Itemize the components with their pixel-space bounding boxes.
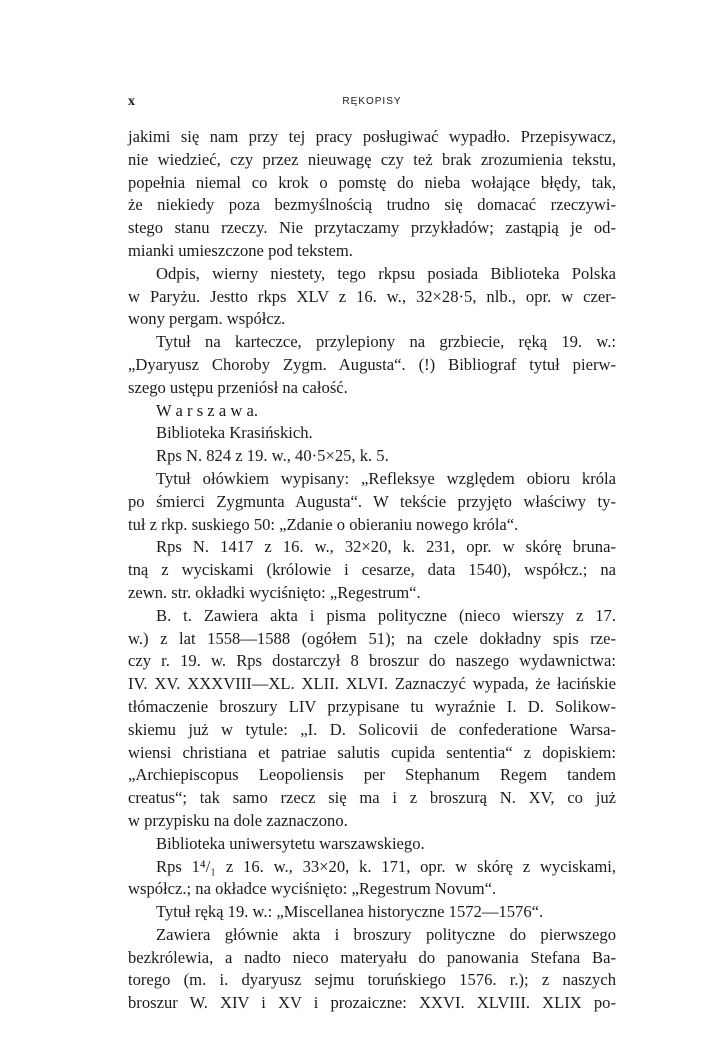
text-line: Tytuł ręką 19. w.: „Miscellanea historyczne 1572—1576“. <box>156 902 544 922</box>
text-line: Zawiera głównie akta i broszury polityczne do pierwszego <box>156 924 616 944</box>
text-line: W a r s z a w a. <box>156 400 258 420</box>
text-line: po śmierci Zygmunta Augusta“. W tekście przyjęto właściwy ty- <box>128 491 616 511</box>
text-line: szego ustępu przeniósł na całość. <box>128 377 348 397</box>
text-line: Rps N. 824 z 19. w., 40·5×25, k. 5. <box>156 446 389 466</box>
text-line: Rps 1⁴/₁ z 16. w., 33×20, k. 171, opr. w skórę z wyciskami, <box>156 856 616 876</box>
page-number: x <box>128 94 136 109</box>
text-line: „Dyaryusz Choroby Zygm. Augusta“. (!) Bibliograf tytuł pierw- <box>128 354 616 374</box>
text-line: w Paryżu. Jestto rkps XLV z 16. w., 32×28·5, nlb., opr. w czer- <box>128 286 616 306</box>
text-line: torego (m. i. dyaryusz sejmu toruńskiego 1576. r.); z naszych <box>128 970 616 990</box>
text-line: „Archiepiscopus Leopoliensis per Stephanum Regem tandem <box>128 765 616 785</box>
text-line: że niekiedy poza bezmyślnością trudno się domacać rzeczywi- <box>128 195 616 215</box>
text-line: mianki umieszczone pod tekstem. <box>128 240 353 260</box>
running-title: RĘKOPISY <box>342 96 402 107</box>
text-line: B. t. Zawiera akta i pisma polityczne (nieco wierszy z 17. <box>156 605 616 625</box>
text-line: nie wiedzieć, czy przez nieuwagę czy też brak zrozumienia tekstu, <box>128 149 616 169</box>
text-line: wony pergam. współcz. <box>128 309 286 329</box>
body-text <box>128 126 616 1015</box>
text-line: Biblioteka Krasińskich. <box>156 423 313 443</box>
text-line: czy r. 19. w. Rps dostarczył 8 broszur do naszego wydawnictwa: <box>128 651 616 671</box>
text-line: wiensi christiana et patriae salutis cupida sententia“ z dopiskiem: <box>128 742 616 762</box>
text-line: Rps N. 1417 z 16. w., 32×20, k. 231, opr. w skórę bruna- <box>156 537 616 557</box>
text-line: bezkrólewia, a nadto nieco materyału do panowania Stefana Ba- <box>128 947 616 967</box>
text-line: tną z wyciskami (królowie i cesarze, data 1540), współcz.; na <box>128 560 616 580</box>
text-line: w.) z lat 1558—1588 (ogółem 51); na czele dokładny spis rze- <box>128 628 616 648</box>
text-line: skiemu już w tytule: „I. D. Solicovii de confederatione Warsa- <box>128 719 616 739</box>
page-header <box>128 94 616 114</box>
text-line: Tytuł ołówkiem wypisany: „Refleksye względem obioru króla <box>156 468 616 488</box>
text-line: tłómaczenie broszury LIV przypisane tu wyraźnie I. D. Solikow- <box>128 696 616 716</box>
text-line: broszur W. XIV i XV i prozaiczne: XXVI. XLVIII. XLIX po- <box>128 993 616 1013</box>
text-line: Biblioteka uniwersytetu warszawskiego. <box>156 833 425 853</box>
text-line: creatus“; tak samo rzecz się ma i z broszurą N. XV, co już <box>128 788 616 808</box>
text-line: stego stanu rzeczy. Nie przytaczamy przykładów; zastąpią je od- <box>128 218 616 238</box>
text-line: IV. XV. XXXVIII—XL. XLII. XLVI. Zaznaczyć wypada, że łacińskie <box>128 674 616 694</box>
text-line: Tytuł na karteczce, przylepiony na grzbiecie, ręką 19. w.: <box>156 332 616 352</box>
text-line: w przypisku na dole zaznaczono. <box>128 810 348 830</box>
text-line: współcz.; na okładce wyciśnięto: „Regestrum Novum“. <box>128 879 497 899</box>
text-line: tuł z rkp. suskiego 50: „Zdanie o obieraniu nowego króla“. <box>128 514 519 534</box>
text-line: Odpis, wierny niestety, tego rkpsu posiada Biblioteka Polska <box>156 263 616 283</box>
text-line: jakimi się nam przy tej pracy posługiwać wypadło. Przepisywacz, <box>128 127 616 146</box>
text-line: popełnia niemal co krok o pomstę do nieba wołające błędy, tak, <box>128 172 616 192</box>
text-line: zewn. str. okładki wyciśnięto: „Regestrum“. <box>128 582 421 602</box>
